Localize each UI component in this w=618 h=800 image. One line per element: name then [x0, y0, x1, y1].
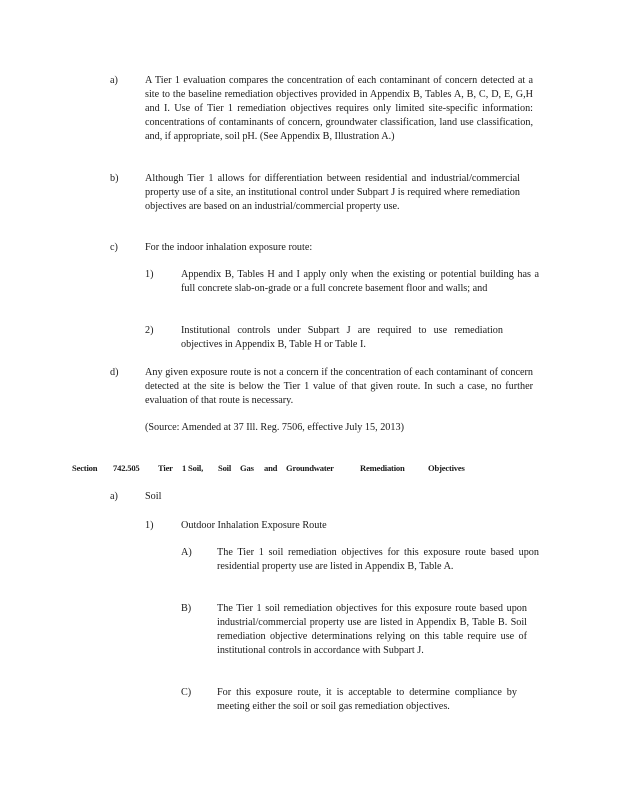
heading-word-1: 1 Soil, [182, 463, 204, 473]
item-c2-text: Institutional controls under Subpart J are required to use remediation objectives in Appendix B, Table H or Table I. [181, 325, 503, 350]
item-b-text: Although Tier 1 allows for differentiation between residential and industrial/commercial property use of a site, an institutional control under Subpart J is required where remediation objectives are based on an industrial/commercial property use. [145, 173, 520, 212]
entry-c-label: C) [181, 687, 192, 698]
item-c2-label: 2) [145, 325, 154, 336]
soil-label: a) [110, 491, 118, 502]
section-word: Section [72, 463, 98, 473]
heading-tier: Tier [158, 463, 173, 473]
entry-a-text: The Tier 1 soil remediation objectives for this exposure route based upon residential property use are listed in Appendix B, Table A. [217, 547, 539, 572]
soil-sub-label: 1) [145, 520, 154, 531]
item-d-label: d) [110, 367, 119, 378]
heading-word-5: Groundwater [286, 463, 334, 473]
section-number: 742.505 [113, 463, 140, 473]
heading-word-2: Soil [218, 463, 232, 473]
entry-b-label: B) [181, 603, 192, 614]
item-b-label: b) [110, 173, 119, 184]
soil-sub-text: Outdoor Inhalation Exposure Route [181, 520, 327, 531]
entry-b-text: The Tier 1 soil remediation objectives for this exposure route based upon industrial/commercial property use are listed in Appendix B, Table B. Soil remediation objective determinations relying on this table require use of institutional controls in accordance with Subpart J. [217, 603, 527, 656]
item-c-text: For the indoor inhalation exposure route: [145, 242, 313, 253]
item-c1-label: 1) [145, 269, 154, 280]
item-d-text: Any given exposure route is not a concern if the concentration of each contaminant of concern detected at the site is below the Tier 1 value of that given route. In such a case, no further evaluation of that route is necessary. [145, 367, 533, 406]
source-note: (Source: Amended at 37 Ill. Reg. 7506, effective July 15, 2013) [145, 422, 404, 433]
entry-a-label: A) [181, 547, 192, 558]
heading-word-4: and [264, 463, 278, 473]
item-c-label: c) [110, 242, 118, 253]
soil-text: Soil [145, 491, 162, 502]
item-a-text: A Tier 1 evaluation compares the concentration of each contaminant of concern detected at a site to the baseline remediation objectives provided in Appendix B, Tables A, B, C, D, E, G,H and I. Use of Tier 1 remediation objectives requires only limited site-specific information: concentrations of contaminants of concern, groundwater classification, land use classification, and, if appropriate, soil pH. (See Appendix B, Illustration A.) [145, 75, 533, 142]
entry-c-text: For this exposure route, it is acceptable to determine compliance by meeting either the soil or soil gas remediation objectives. [217, 687, 517, 712]
item-c1-text: Appendix B, Tables H and I apply only when the existing or potential building has a full concrete slab-on-grade or a full concrete basement floor and walls; and [181, 269, 539, 294]
item-a-label: a) [110, 75, 118, 86]
heading-word-7: Objectives [428, 463, 465, 473]
heading-word-3: Gas [240, 463, 254, 473]
heading-word-6: Remediation [360, 463, 405, 473]
